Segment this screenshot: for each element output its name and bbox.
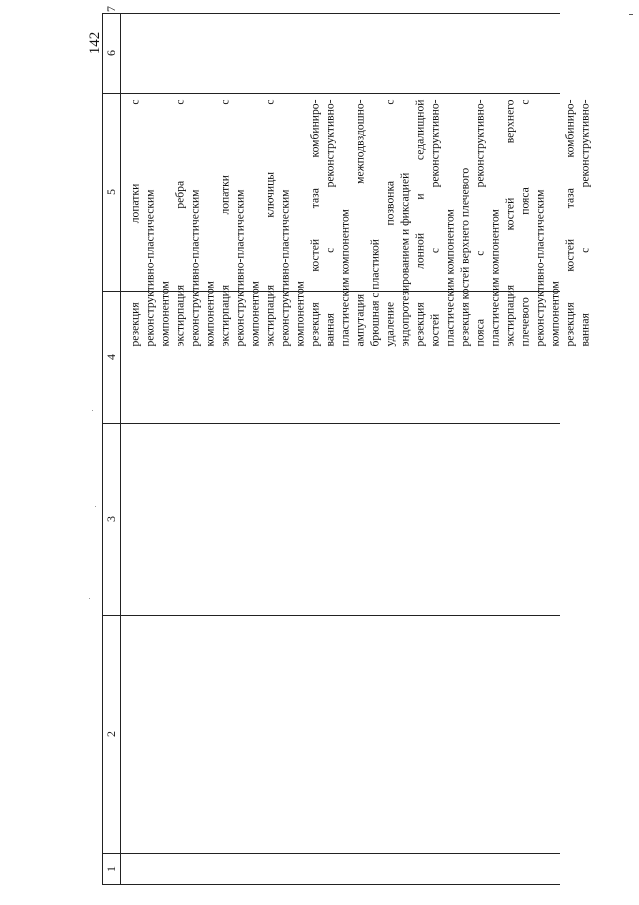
scan-speck [92, 410, 93, 411]
column-6-word: костей [563, 238, 576, 272]
column-6-text-line [157, 99, 173, 346]
column-6-text-line [502, 99, 518, 346]
column-6-text-line [577, 99, 593, 346]
column-6-text-line [412, 99, 428, 346]
scan-speck [89, 598, 90, 599]
column-6-word: реконструктивно- [473, 99, 486, 187]
column-6-word: пояса [518, 186, 531, 215]
column-header-3: 3 [103, 516, 118, 522]
column-header-5: 5 [103, 189, 118, 195]
table-rule [102, 853, 560, 854]
column-6-word: экстирпация [263, 284, 276, 346]
column-6-word: эндопротезированием и фиксацией [398, 172, 411, 346]
column-6-word: экстирпация [503, 284, 516, 346]
column-6-word: таза [308, 187, 321, 208]
column-6-text-line [352, 99, 368, 346]
column-header-7: 7 [103, 6, 118, 12]
column-6-word: компонентом [293, 280, 306, 346]
scan-mark [629, 12, 633, 15]
column-6-text-line [202, 99, 218, 346]
column-6-word: ключицы [263, 171, 276, 218]
column-6-word: лонной [413, 232, 426, 269]
column-6-word: экстирпация [173, 284, 186, 346]
column-6-text-line [247, 99, 263, 346]
column-6-word: и [413, 192, 426, 200]
column-6-word: компонентом [158, 280, 171, 346]
column-6-text-line [382, 99, 398, 346]
column-6-word: резекция [563, 301, 576, 346]
table-rule [102, 93, 560, 94]
column-6-text-line [487, 99, 503, 346]
column-6-word: таза [563, 187, 576, 208]
column-6-word: реконструктивно-пластическим [278, 188, 291, 346]
column-6-word: удаление [383, 301, 396, 346]
column-6-word: костей [503, 197, 516, 230]
column-6-text-line [292, 99, 308, 346]
column-6-word: пластическим компонентом [338, 208, 351, 346]
column-6-word: с [383, 99, 396, 105]
column-6-text-line [307, 99, 323, 346]
column-6-text-line [427, 99, 443, 346]
page-number: 142 [86, 31, 103, 55]
column-6-word: с [323, 247, 336, 253]
column-6-word: лопатки [128, 183, 141, 223]
column-6-text-line [187, 99, 203, 346]
column-6-word: с [263, 99, 276, 105]
column-6-text-line [142, 99, 158, 346]
column-header-6: 6 [103, 50, 118, 56]
column-6-word: компонентом [548, 280, 561, 346]
column-6-text-line [442, 99, 458, 346]
column-6-word: с [218, 99, 231, 105]
column-header-1: 1 [103, 865, 118, 872]
table-rule [102, 615, 560, 616]
column-6-word: реконструктивно- [323, 99, 336, 187]
column-6-word: реконструктивно-пластическим [143, 188, 156, 346]
column-6-word: ампутация [353, 293, 366, 346]
column-6-word: пластическим компонентом [488, 208, 501, 346]
column-6-word: реконструктивно- [428, 99, 441, 187]
column-6-word: реконструктивно-пластическим [533, 188, 546, 346]
column-6-word: костей [428, 313, 441, 346]
column-6-text-line [262, 99, 278, 346]
column-6-word: позвонка [383, 180, 396, 226]
column-6-word: седалищной [413, 99, 426, 160]
column-6-text-line [172, 99, 188, 346]
column-6-word: резекция [413, 301, 426, 346]
column-6-text-line [337, 99, 353, 346]
column-header-2: 2 [103, 731, 118, 737]
column-6-text-line [322, 99, 338, 346]
column-6-text-line [532, 99, 548, 346]
table-rule [120, 13, 121, 884]
column-6-word: ванная [323, 312, 336, 346]
column-6-text-line [517, 99, 533, 346]
table-rule [102, 13, 103, 884]
column-header-4: 4 [103, 354, 118, 360]
column-6-word: комбиниро- [308, 99, 321, 157]
column-6-text-line [562, 99, 578, 346]
column-6-text-line [547, 99, 563, 346]
scan-speck [95, 506, 96, 507]
column-6-word: комбиниро- [563, 99, 576, 157]
column-6-word: резекция [308, 301, 321, 346]
column-6-word: межподвздошно- [353, 99, 366, 184]
table-rule [102, 423, 560, 424]
column-6-text-line [472, 99, 488, 346]
column-6-word: пояса [473, 318, 486, 346]
column-6-word: с [428, 247, 441, 253]
column-6-word: с [578, 247, 591, 253]
column-6-word: реконструктивно-пластическим [188, 188, 201, 346]
table-rule [102, 13, 560, 14]
column-6-word: резекция [128, 301, 141, 346]
column-6-word: с [473, 250, 486, 256]
column-6-word: реконструктивно-пластическим [233, 188, 246, 346]
column-6-word: плечевого [518, 296, 531, 346]
column-6-word: реконструктивно- [578, 99, 591, 187]
column-6-text-line [397, 99, 413, 346]
column-6-word: костей [308, 238, 321, 272]
column-6-text-line [127, 99, 143, 346]
column-6-text-line [277, 99, 293, 346]
column-6-word: лопатки [218, 174, 231, 215]
column-6-word: с [128, 99, 141, 105]
column-6-word: ребра [173, 180, 186, 209]
column-6-text-line [217, 99, 233, 346]
column-6-text-line [232, 99, 248, 346]
column-6-text-line [367, 99, 383, 346]
column-6-text-line [457, 99, 473, 346]
column-6-word: пластическим компонентом [443, 208, 456, 346]
column-6-word: с [518, 99, 531, 105]
column-6-word: экстирпация [218, 284, 231, 346]
column-6-word: компонентом [248, 280, 261, 346]
column-6-word: ванная [578, 312, 591, 346]
table-rule [102, 884, 560, 885]
column-6-word: резекция костей верхнего плечевого [458, 167, 471, 346]
column-6-word: с [173, 99, 186, 105]
column-6-word: компонентом [203, 280, 216, 346]
column-6-word: брюшная с пластикой [368, 238, 381, 346]
column-6-word: верхнего [503, 99, 516, 143]
